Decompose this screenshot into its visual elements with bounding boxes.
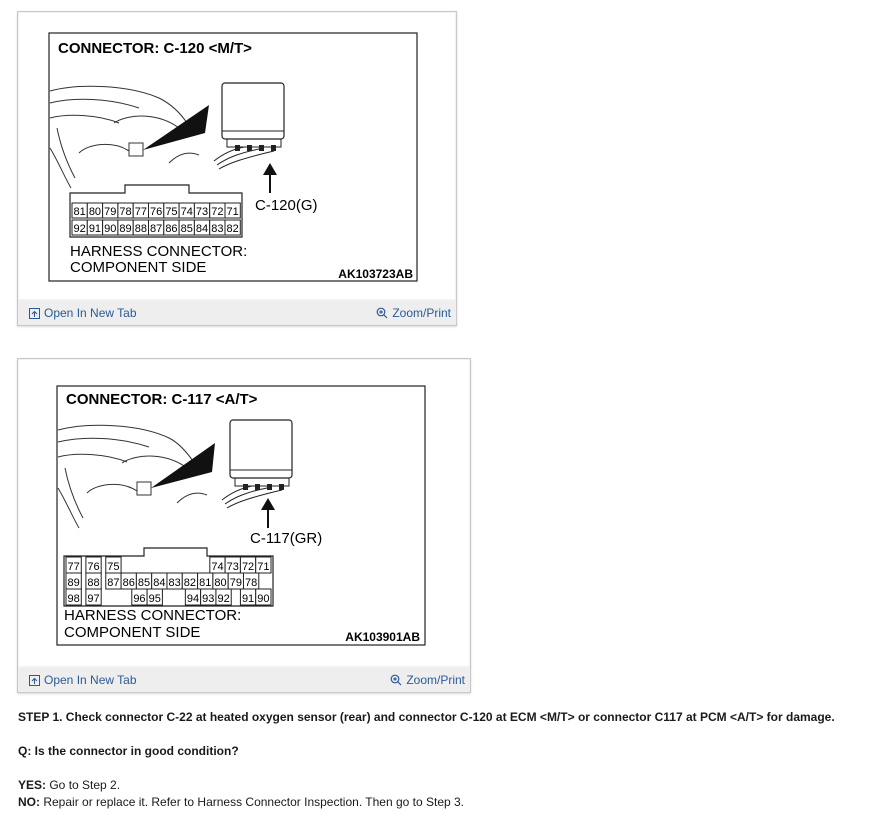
pin-number: 90 — [104, 223, 117, 235]
pin-number: 96 — [133, 593, 146, 605]
pin-number: 71 — [257, 561, 270, 573]
pin-number: 78 — [119, 206, 132, 218]
pin-number: 92 — [73, 223, 86, 235]
pin-number: 91 — [241, 593, 255, 605]
pin-grid-c117 — [64, 548, 273, 606]
no-label: NO: — [18, 795, 40, 809]
pin-number: 85 — [180, 223, 193, 235]
pin-number: 87 — [150, 223, 163, 235]
connector-diagram-c117 — [19, 360, 469, 666]
yes-text: Go to Step 2. — [46, 778, 121, 792]
pin-number: 84 — [153, 577, 166, 589]
figure-card-c120 — [17, 11, 457, 326]
diagram-c117 — [19, 360, 469, 666]
pin-number: 77 — [134, 206, 147, 218]
harness-line2: COMPONENT SIDE — [70, 259, 207, 276]
pin-grid-c120 — [70, 185, 242, 237]
step-no — [18, 795, 464, 809]
pin-number: 75 — [107, 561, 120, 573]
pin-number: 73 — [195, 206, 209, 218]
pin-number: 86 — [165, 223, 178, 235]
pin-number: 87 — [107, 577, 120, 589]
pin-number: 83 — [211, 223, 224, 235]
harness-line1: HARNESS CONNECTOR: — [70, 243, 248, 260]
no-text: Repair or replace it. Refer to Harness Connector Inspection. Then go to Step 3. — [40, 795, 465, 809]
pin-number: 90 — [257, 593, 270, 605]
pin-number: 74 — [211, 561, 224, 573]
pin-number: 74 — [180, 206, 193, 218]
connector-label: C-117(GR) — [250, 530, 323, 547]
pin-number: 88 — [134, 223, 147, 235]
figure-title: CONNECTOR: C-117 <A/T> — [66, 391, 258, 408]
figure-code: AK103723AB — [338, 267, 413, 281]
pin-number: 73 — [226, 561, 239, 573]
figure-title: CONNECTOR: C-120 <M/T> — [58, 40, 252, 57]
pin-number: 86 — [122, 577, 135, 589]
figure-code: AK103901AB — [345, 630, 420, 644]
pin-number: 79 — [229, 577, 242, 589]
zoom-icon — [376, 307, 388, 322]
pin-number: 98 — [67, 593, 80, 605]
pin-number: 76 — [150, 206, 163, 218]
pin-number: 81 — [73, 206, 86, 218]
zoom-print-link[interactable] — [376, 306, 451, 322]
step-yes — [18, 778, 120, 792]
harness-line1: HARNESS CONNECTOR: — [64, 607, 242, 624]
pin-number: 95 — [148, 593, 161, 605]
pin-number: 76 — [87, 561, 100, 573]
pin-number: 84 — [195, 223, 209, 235]
zoom-print-label: Zoom/Print — [392, 306, 451, 320]
pin-number: 83 — [168, 577, 181, 589]
pin-number: 80 — [214, 577, 227, 589]
pin-number: 71 — [226, 206, 239, 218]
connector-label: C-120(G) — [255, 197, 318, 214]
pin-number: 85 — [137, 577, 151, 589]
open-tab-icon — [29, 675, 40, 689]
zoom-icon — [390, 674, 402, 689]
pin-number: 82 — [226, 223, 239, 235]
pin-number: 93 — [202, 593, 215, 605]
pin-number: 72 — [211, 206, 224, 218]
pin-number: 79 — [104, 206, 117, 218]
pin-number: 88 — [87, 577, 100, 589]
yes-label: YES: — [18, 778, 47, 792]
pin-number: 75 — [165, 206, 178, 218]
pin-number: 80 — [88, 206, 102, 218]
figure-card-c117 — [17, 358, 471, 693]
pin-number: 77 — [67, 561, 80, 573]
pin-number: 97 — [87, 593, 100, 605]
zoom-print-label: Zoom/Print — [406, 673, 465, 687]
pin-number: 81 — [199, 577, 212, 589]
open-in-new-tab-label: Open In New Tab — [44, 673, 137, 687]
pin-number: 94 — [186, 593, 200, 605]
pin-number: 78 — [245, 577, 258, 589]
harness-line2: COMPONENT SIDE — [64, 624, 201, 641]
pin-number: 91 — [88, 223, 102, 235]
step-instruction: STEP 1. Check connector C-22 at heated oxygen sensor (rear) and connector C-120 at ECM <M/T> or connector C117 at PCM <A/T> for damage. — [18, 710, 835, 724]
diagram-c120 — [19, 13, 455, 299]
connector-diagram-c120 — [19, 13, 455, 299]
figure-footer — [18, 668, 470, 692]
figure-footer — [18, 301, 456, 325]
open-in-new-tab-link[interactable] — [29, 673, 137, 689]
pin-number: 89 — [67, 577, 80, 589]
open-tab-icon — [29, 308, 40, 322]
pin-number: 89 — [119, 223, 132, 235]
open-in-new-tab-label: Open In New Tab — [44, 306, 137, 320]
pin-number: 92 — [217, 593, 230, 605]
zoom-print-link[interactable] — [390, 673, 465, 689]
open-in-new-tab-link[interactable] — [29, 306, 137, 322]
pin-number: 72 — [241, 561, 255, 573]
pin-number: 82 — [183, 577, 197, 589]
step-question: Q: Is the connector in good condition? — [18, 744, 239, 758]
